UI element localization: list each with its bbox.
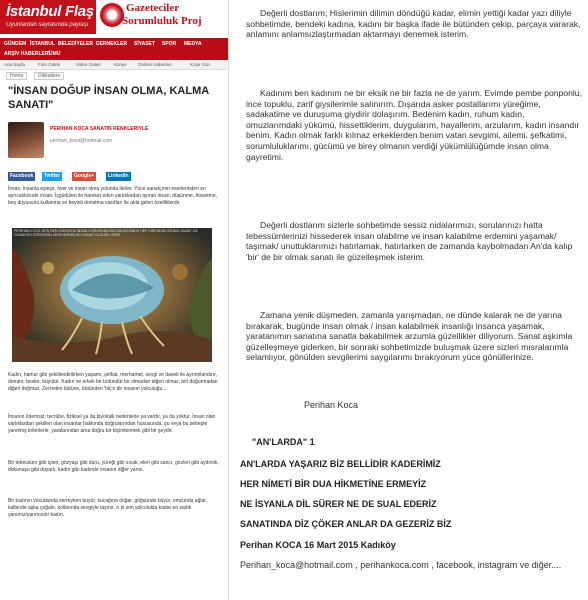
emblem-icon	[100, 3, 124, 27]
poem-title: "AN'LARDA" 1	[252, 437, 315, 447]
right-paragraph: Değerli dostlarım; Hislerimin dilimin döndüğü kadar, elimin yettiği kadar yazı diliyle sohbetimde, bendeki kadına, kadını bir başka ifade ile bütünden çekip, parçaya vararak, anlamını anlamsızlaştırmadan aktarmayı denemek isterim.	[246, 8, 581, 40]
right-paragraph: Zamana yenik düşmeden, zamanla yarışmadan, ne dünde kalarak ne de yarına bırakarak, bugünde insan olmak / insan kalabilmek insanlığı insanca yaşamak, yaratanımın sanatına sanatla bakabilmek arzumla güzellikler diliyorum. Sanat aşkımla güzelleşmeye giderken, bir sonraki sohbetimizde buluşmak üzere sizleri mısralarımla selamlıyor, gönülden sevgilerimi saygılarımı bırakıyorum yüce gönüllerinize.	[246, 310, 573, 363]
article-paragraph: İnsanın önemsiz; tecrübe, fiziksel ya da biyolojik nedenlerle ya vardır, ya da yoktur. İnsan olan varlıklardan şekilleri olan insanlar hakkında doğrularından hususunda, şu veya bu sebeple yanılmış kriterlerle, yaralarından ama doğru bir biçimlenmek gibi bir şeydir.	[8, 414, 216, 434]
author-email[interactable]: perihan_koca@hotmail.com	[50, 138, 113, 144]
main-nav	[0, 38, 228, 60]
subnav-item[interactable]: Gelinin Haberleri	[138, 62, 172, 67]
nav-item[interactable]: ARŞİV HABERLERİ	[4, 51, 50, 57]
subnav-item[interactable]: Künye	[114, 62, 127, 67]
nav-item[interactable]: SPOR	[162, 41, 177, 47]
nav-item[interactable]: TÜMÜ	[46, 51, 61, 57]
share-twitter-button[interactable]: Twitter	[44, 173, 61, 179]
poem-line: HER NİMETİ BİR DUA HİKMETİNE ERMEYİZ	[240, 479, 427, 489]
site-header	[0, 0, 228, 38]
poem-line: SANATINDA DİZ ÇÖKER ANLAR DA GEZERİZ BİZ	[240, 519, 452, 529]
poem-line: NE İSYANLA DİL SÜRER NE DE SUAL EDERİZ	[240, 499, 437, 509]
poem-line: AN'LARDA YAŞARIZ BİZ BELLİDİR KADERİMİZ	[240, 459, 441, 469]
share-facebook-button[interactable]: Facebook	[10, 173, 34, 179]
sub-nav	[0, 60, 228, 70]
right-paragraph: Değerli dostlarım sizlerle sohbetimde sessiz nidalarımızı, sorularınızı hatta tebessümlerinizi hissederek insan olabilme ve insan kalabilme erdemini yaşamak/ taşımak/ unuttuklarımızı hatırlamak, hatırlarken de zamanda kaybolmadan An'da kalıp 'bir' de bir olmak sanatı ile güzelleşmek isterim.	[246, 220, 573, 262]
right-paragraph: Kadınım ben kadınım ne bir eksik ne bir fazla ne de yarım. Evimde pembe ponponlu, ince topuklu, zarif giysilerimle salınırım. Dışarıda asker postallarımı yüreğime, sadakatime ve duruşuma giydirir dolaşırım. Bedenim kadın, ruhum kadın, omuzlarımdaki yükümü, hissettiklerim, duygularım, hayallerim, arzularım, kadın insandır benim. Kadın olmak farklı kılmaz erkeklerden benim vatan sevgimi, ailemi, şefkatimi, sorumluluklarımı, gücümü ve birey olmanın verdiği yükümlülüğümde insan olma gayretimi.	[246, 88, 582, 162]
nav-item[interactable]: SİYASET	[134, 41, 155, 47]
nav-item[interactable]: MEDYA	[184, 41, 202, 47]
article-paragraph: Bir kadının vücudunda zerreyken büyür, kucağına doğar, göğsünde büyür, omzunda ağlar, kalbinde aşka çoğalır, kollarında sevgiyle taşınır, o ki son yolculukta kadar en sadık yanımız/yarımızdır kadın.	[8, 498, 208, 518]
article-page-left	[0, 0, 229, 600]
subnav-item[interactable]: Köşe Yazı	[190, 62, 211, 67]
author-avatar[interactable]	[8, 122, 44, 158]
subnav-item[interactable]: Foto Galeri	[38, 62, 61, 67]
subnav-item[interactable]: Video Galeri	[76, 62, 101, 67]
breadcrumb	[0, 70, 228, 80]
author-box	[8, 122, 222, 162]
share-linkedin-button[interactable]: LinkedIn	[108, 173, 129, 179]
article-paragraph: Kadın, hamur gibi şekillendirilirken yaşamı, şefkat, merhamet, sevgi ve daveti ile ayrıntılandırır, donatır, besler, büyütür. Kadın ve erkek bir bütündür bir olmadan diğeri olmaz, biri doğurmadan diğeri doğmaz. Zerreden bütüne, bütünden 'hiç'e dir insanın yolculuğu...	[8, 372, 218, 392]
share-google-button[interactable]: Google+	[74, 173, 95, 179]
article-page-right	[232, 0, 588, 600]
subnav-item[interactable]: Ana Sayfa	[4, 62, 25, 67]
breadcrumb-item[interactable]: Home	[6, 72, 27, 80]
logo-title: İstanbul Flaş	[6, 3, 94, 20]
nav-item[interactable]: İSTANBUL	[30, 41, 55, 47]
painting-art	[12, 228, 212, 362]
signature: Perihan Koca	[304, 400, 359, 410]
nav-item[interactable]: BELEDİYELER	[58, 41, 94, 47]
painting-caption: PERİHAN KOCA 'DEN BEN DÜNYA'DA İNSAN DOĞURABİLDİM BAHÇESİNDE HEP DİRENDİM ÖZÜMÜ SANAT İLE ÖZÜMDEN ÖĞRENDİM DİRENMENİN ADI SANAT OLDUĞU YERE	[14, 229, 198, 237]
article-lead: İnsan, insanla eşleşir, över ve insan olma yolunda ilerler. Yüce sanatçının eserlerinden en ayrıcalıklısıdır insan. İçgüdüleri ile hareket eden varlıklardan ayıran insan, düşünme, hissetme, beş duyusunu kullanma ve beyinli donatma vasıfları ile akla gelen özelliklerdir.	[8, 186, 217, 206]
contact-line: Perihan_koca@hotmail.com , perihankoca.com , facebook, instagram ve diğer....	[240, 560, 562, 570]
article-paragraph: Bir tebessüm gibi içten, gözyaşı gibi duru, yüreği gibi sıcak, eleri gibi sancı, gözleri gibi aydınlık, dokunuşu gibi duyarlı, kadın gibi kadındır insanın diğer yarısı.	[8, 460, 219, 473]
article-painting	[12, 228, 212, 362]
breadcrumb-item[interactable]: Dikkatlere	[34, 72, 64, 80]
author-name[interactable]: PERİHAN KOCA SANATIN RENKLERİYLE	[50, 126, 149, 132]
nav-item[interactable]: DERNEKLER	[96, 41, 128, 47]
site-logo[interactable]	[0, 0, 96, 34]
logo-subtitle: Oyunlardan sayfasında paylaşı	[6, 22, 89, 28]
header-title-1: Gazeteciler	[126, 2, 180, 14]
header-title-2: Sorumluluk Proj	[122, 15, 202, 27]
poem-signature: Perihan KOCA 16 Mart 2015 Kadıköy	[240, 540, 396, 550]
nav-item[interactable]: GÜNDEM	[4, 41, 27, 47]
article-title: "İNSAN DOĞUP İNSAN OLMA, KALMA SANATI"	[8, 85, 209, 111]
